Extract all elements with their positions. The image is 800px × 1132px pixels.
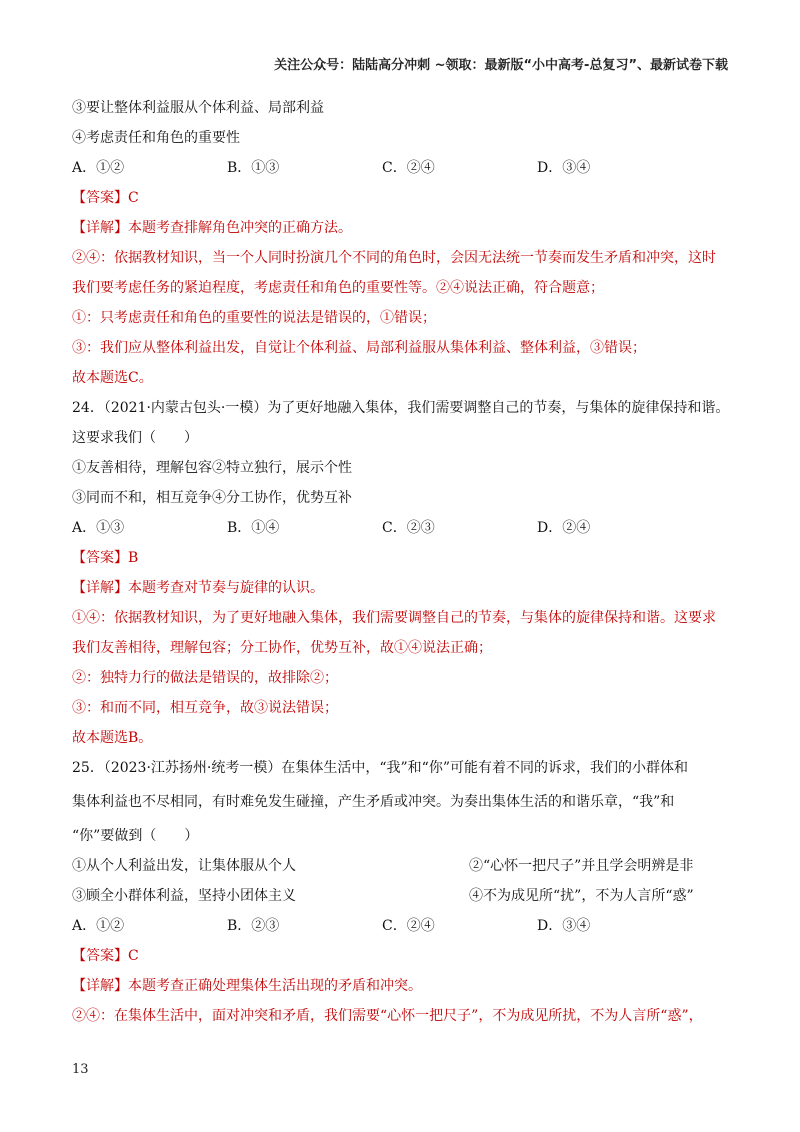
q24-explain-6: 故本题选B。	[72, 730, 153, 746]
q25-option-b: B．②③	[227, 918, 280, 934]
q25-option-a: A．①②	[72, 918, 125, 934]
q24-stem-2: 这要求我们（ ）	[72, 430, 198, 446]
q23-option-d: D．③④	[537, 160, 591, 176]
q23-explain-5: ③：我们应从整体利益出发，自觉让个体利益、局部利益服从集体利益、整体利益，③错误；	[72, 340, 646, 356]
q25-item-2: ②“心怀一把尺子”并且学会明辨是非	[469, 858, 694, 874]
q24-items-1: ①友善相待，理解包容②特立独行，展示个性	[72, 460, 352, 476]
q25-option-d: D．③④	[537, 918, 591, 934]
q25-option-c: C．②④	[382, 918, 435, 934]
q25-items-row-1	[72, 856, 732, 876]
q23-explain-1: 【详解】本题考查排解角色冲突的正确方法。	[72, 220, 352, 236]
q23-explain-6: 故本题选C。	[72, 370, 153, 386]
q24-explain-1: 【详解】本题考查对节奏与旋律的认识。	[72, 580, 324, 596]
q23-explain-4: ①：只考虑责任和角色的重要性的说法是错误的，①错误；	[72, 310, 436, 326]
q25-item-1: ①从个人利益出发，让集体服从个人	[72, 858, 296, 874]
q25-options	[72, 916, 732, 936]
q24-options	[72, 518, 732, 538]
q24-items-2: ③同而不和，相互竞争④分工协作，优势互补	[72, 490, 352, 506]
q23-option-a: A．①②	[72, 160, 125, 176]
q25-item-3: ③顾全小群体利益，坚持小团体主义	[72, 888, 296, 904]
q24-explain-4: ②：独特力行的做法是错误的，故排除②；	[72, 670, 338, 686]
q24-explain-2: ①④：依据教材知识，为了更好地融入集体，我们需要调整自己的节奏，与集体的旋律保持和谐。这要求	[72, 610, 716, 626]
q23-option-c: C．②④	[382, 160, 435, 176]
q24-option-b: B．①④	[227, 520, 280, 536]
q25-stem-2: 集体利益也不尽相同，有时难免发生碰撞，产生矛盾或冲突。为奏出集体生活的和谐乐章，“我”和	[72, 794, 675, 810]
q23-answer: 【答案】C	[72, 190, 139, 206]
document-body	[72, 96, 732, 1026]
q25-item-4: ④不为成见所“扰”，不为人言所“惑”	[469, 888, 694, 904]
q24-explain-3: 我们友善相待，理解包容；分工协作，优势互补，故①④说法正确；	[72, 640, 492, 656]
q25-stem-3: “你”要做到（ ）	[72, 828, 199, 844]
q25-explain-2: ②④：在集体生活中，面对冲突和矛盾，我们需要“心怀一把尺子”，不为成见所扰，不为人言所“惑”，	[72, 1008, 703, 1024]
q24-explain-5: ③：和而不同，相互竞争，故③说法错误；	[72, 700, 338, 716]
q23-item-4: ④考虑责任和角色的重要性	[72, 130, 240, 146]
q23-option-b: B．①③	[227, 160, 280, 176]
page-header: 关注公众号：陆陆高分冲刺 ~领取：最新版“小中高考-总复习”、最新试卷下载	[274, 58, 728, 73]
page-number: 13	[72, 1062, 89, 1077]
q23-item-3: ③要让整体利益服从个体利益、局部利益	[72, 100, 324, 116]
q23-options	[72, 158, 732, 178]
q25-stem-1: 25．（2023·江苏扬州·统考一模）在集体生活中，“我”和“你”可能有着不同的诉求，我们的小群体和	[72, 760, 688, 776]
q24-option-a: A．①③	[72, 520, 125, 536]
q24-answer: 【答案】B	[72, 550, 139, 566]
q24-option-c: C．②③	[382, 520, 435, 536]
q23-explain-3: 我们要考虑任务的紧迫程度，考虑责任和角色的重要性等。②④说法正确，符合题意；	[72, 280, 604, 296]
q24-stem-1: 24．（2021·内蒙古包头·一模）为了更好地融入集体，我们需要调整自己的节奏，与集体的旋律保持和谐。	[72, 400, 730, 416]
q25-explain-1: 【详解】本题考查正确处理集体生活出现的矛盾和冲突。	[72, 978, 422, 994]
q25-items-row-2	[72, 886, 732, 906]
q25-answer: 【答案】C	[72, 948, 139, 964]
q23-explain-2: ②④：依据教材知识，当一个人同时扮演几个不同的角色时，会因无法统一节奏而发生矛盾和冲突，这时	[72, 250, 716, 266]
q24-option-d: D．②④	[537, 520, 591, 536]
